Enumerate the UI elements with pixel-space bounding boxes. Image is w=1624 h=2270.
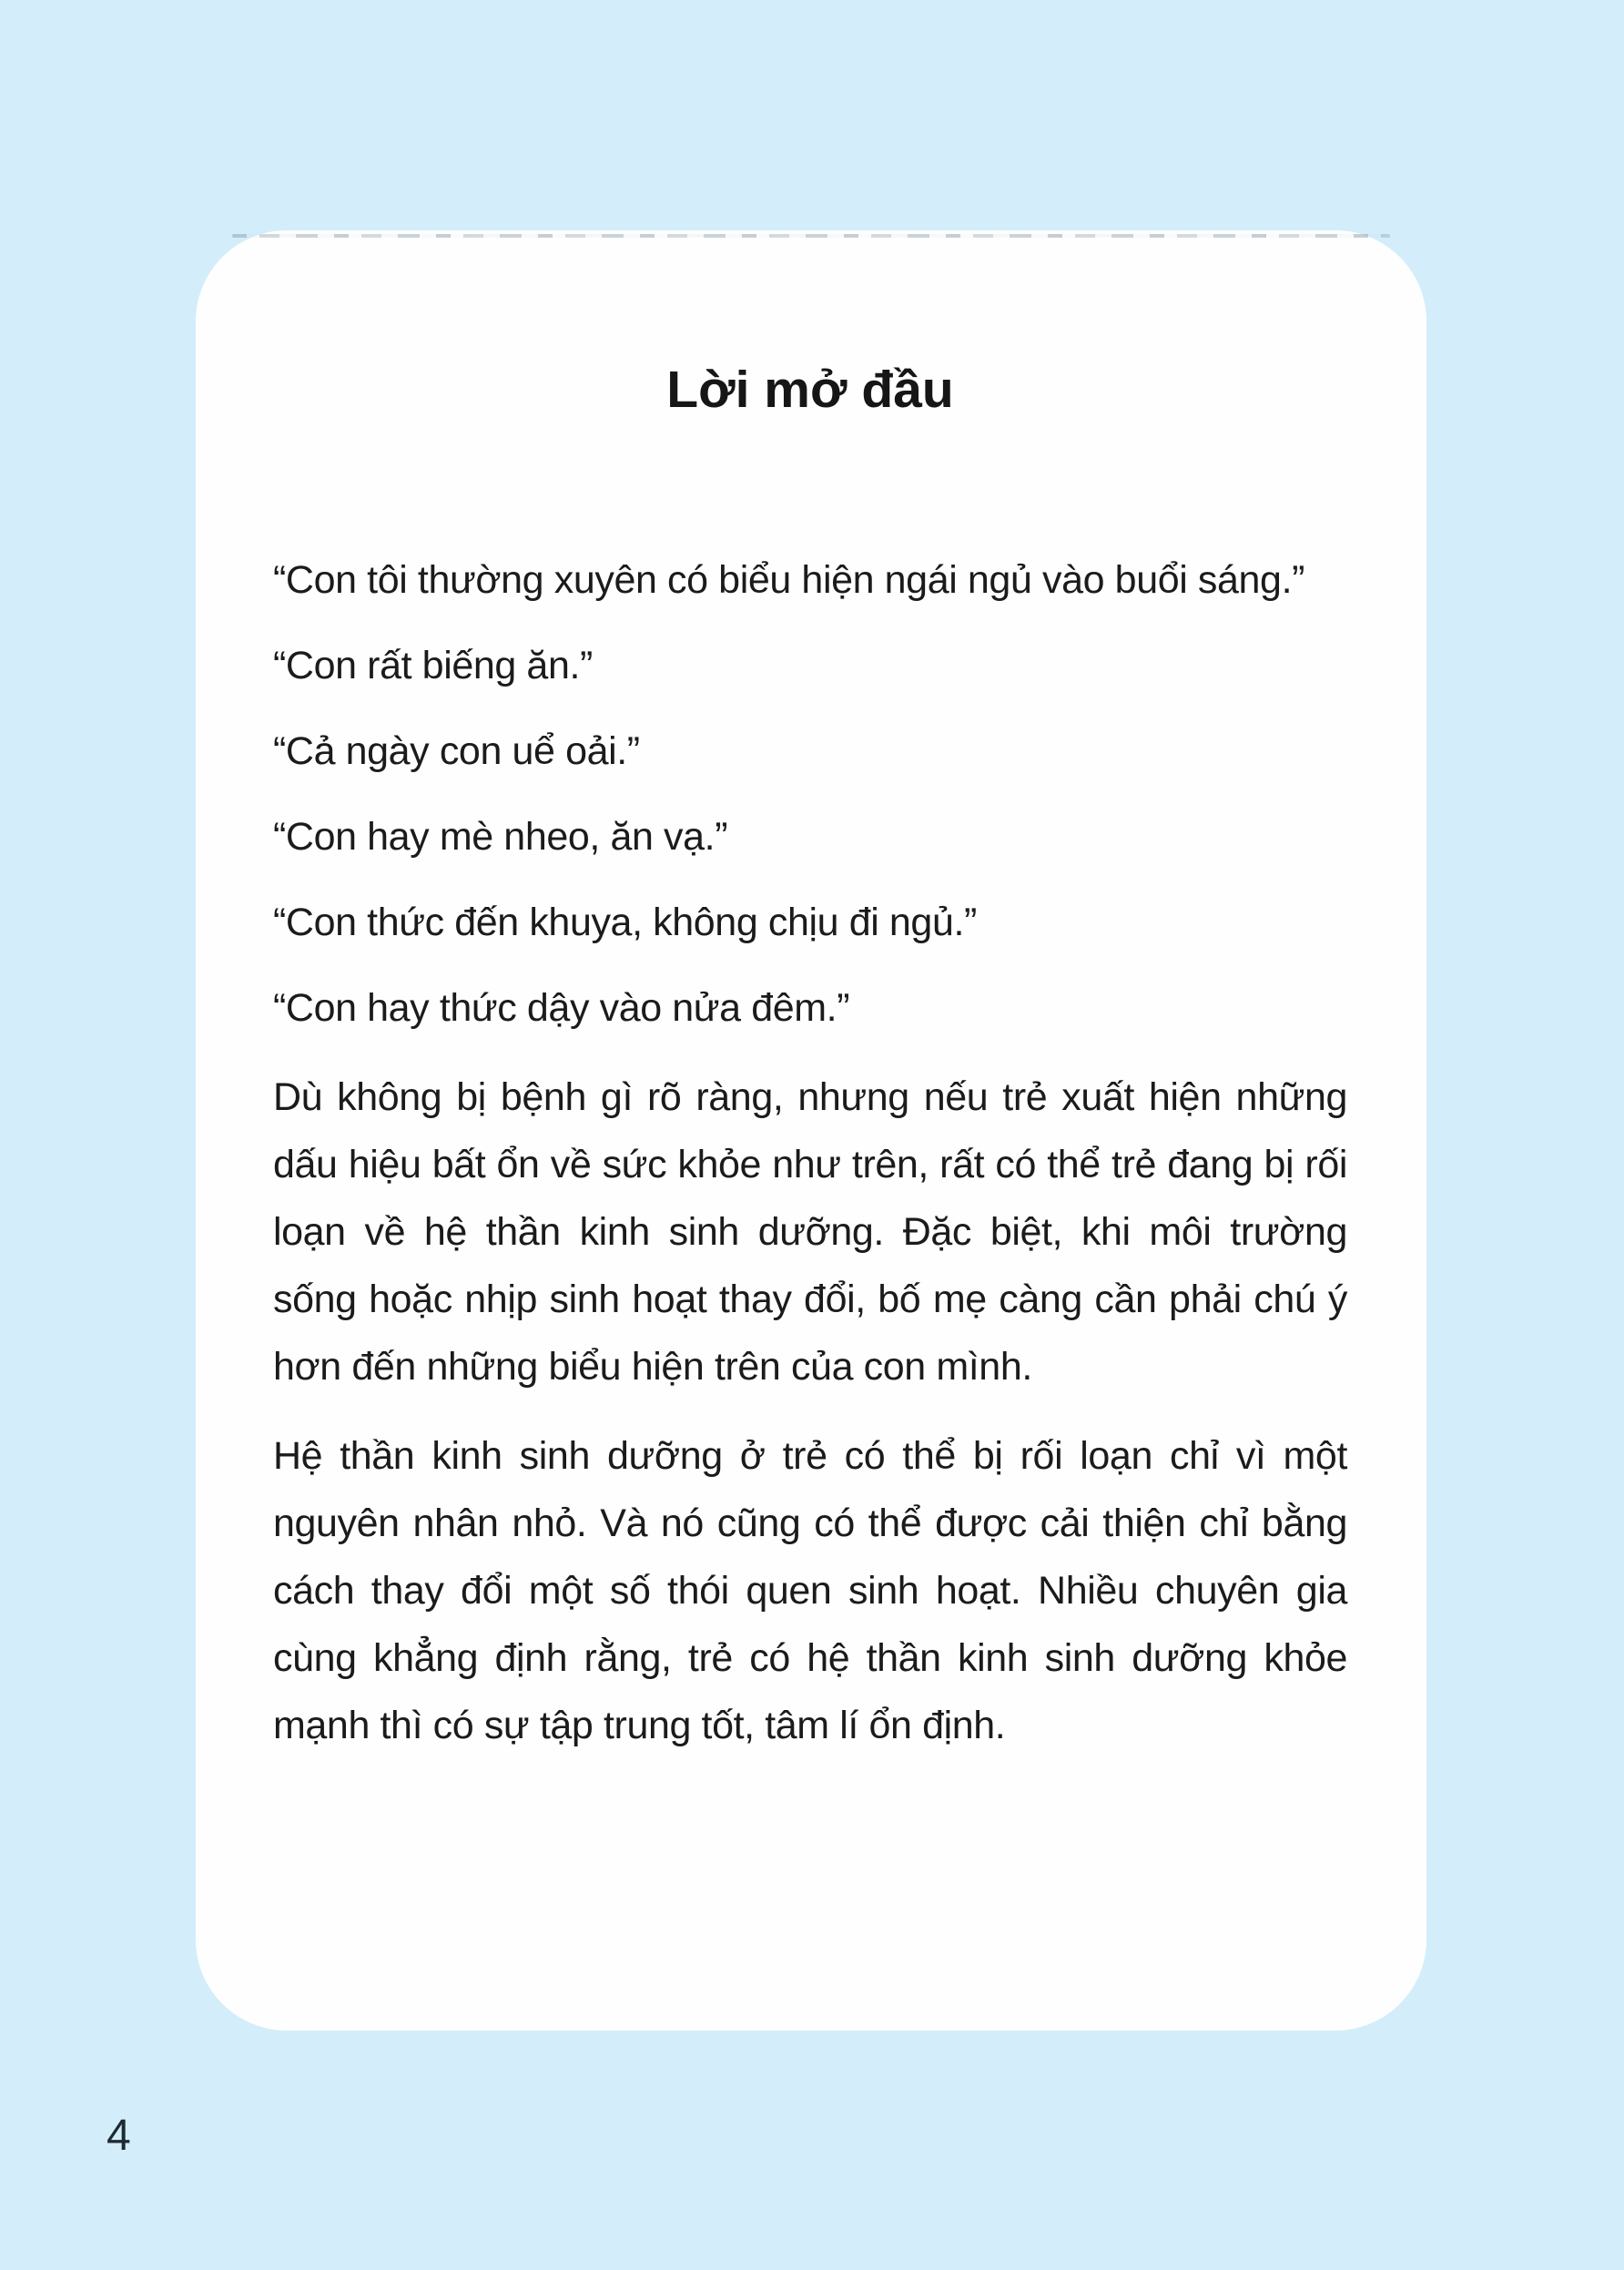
page-card: [196, 230, 1426, 2031]
body-paragraph-1: Dù không bị bệnh gì rõ ràng, nhưng nếu trẻ xuất hiện những dấu hiệu bất ổn về sức khỏe như trên, rất có thể trẻ đang bị rối loạn về hệ thần kinh sinh dưỡng. Đặc biệt, khi môi trường sống hoặc nhịp sinh hoạt thay đổi, bố mẹ càng cần phải chú ý hơn đến những biểu hiện trên của con mình.: [273, 1075, 1347, 1389]
quote-line-4: “Con hay mè nheo, ăn vạ.”: [273, 815, 728, 859]
quote-line-6: “Con hay thức dậy vào nửa đêm.”: [273, 986, 850, 1030]
page-number: 4: [107, 2112, 131, 2160]
page-title: Lời mở đầu: [666, 361, 954, 419]
quote-line-3: “Cả ngày con uể oải.”: [273, 729, 640, 773]
scan-artifact-top-edge: [232, 234, 1390, 238]
quote-line-2: “Con rất biếng ăn.”: [273, 644, 593, 687]
quote-line-5: “Con thức đến khuya, không chịu đi ngủ.”: [273, 901, 977, 944]
body-paragraph-2: Hệ thần kinh sinh dưỡng ở trẻ có thể bị rối loạn chỉ vì một nguyên nhân nhỏ. Và nó cũng có thể được cải thiện chỉ bằng cách thay đổi một số thói quen sinh hoạt. Nhiều chuyên gia cùng khẳng định rằng, trẻ có hệ thần kinh sinh dưỡng khỏe mạnh thì có sự tập trung tốt, tâm lí ổn định.: [273, 1434, 1347, 1747]
quote-line-1: “Con tôi thường xuyên có biểu hiện ngái ngủ vào buổi sáng.”: [273, 558, 1305, 602]
